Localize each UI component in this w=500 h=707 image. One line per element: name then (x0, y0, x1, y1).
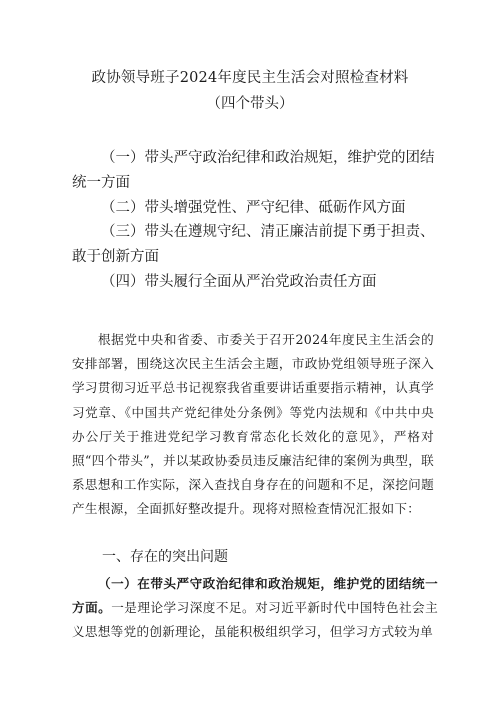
section-heading-1: 一、存在的突出问题 (102, 549, 228, 565)
outline-item-3: （三）带头在遵规守纪、清正廉洁前提下勇于担责、敢于创新方面 (72, 224, 435, 266)
outline-item-4: （四）带头履行全面从严治党政治责任方面 (101, 273, 377, 290)
intro-paragraph: 根据党中央和省委、市委关于召开2024年度民主生活会的安排部署，围绕这次民主生活会主题，市政协党组领导班子深入学习贯彻习近平总书记视察我省重要讲话重要指示精神，认真学习党章、《中国共产党纪律处分条例》等党内法规和《中共中央办公厅关于推进党纪学习教育常态化长效化的意见》，严格对照“四个带头”，并以某政协委员违反廉洁纪律的案例为典型，联系思想和工作实际，深入查找自身存在的问题和不足，深挖问题产生根源，全面抓好整改提升。现将对照检查情况汇报如下： (72, 332, 434, 517)
document-subtitle: （四个带头） (206, 96, 294, 112)
subsection-1-title: （一）在带头严守政治纪律和政治规矩，维护党的团结统一方面。 (72, 576, 438, 616)
intro-paragraph-block (72, 328, 434, 522)
outline-item-1: （一）带头严守政治纪律和政治规矩，维护党的团结统一方面 (72, 150, 435, 191)
document-title: 政协领导班子2024年度民主生活会对照检查材料 (91, 70, 409, 86)
outline-item-2: （二）带头增强党性、严守纪律、砥砺作风方面 (101, 199, 406, 216)
subsection-1-paragraph (72, 572, 438, 645)
subsection-1 (72, 572, 438, 645)
outline-list (72, 146, 442, 295)
subsection-1-text: 一是理论学习深度不足。对习近平新时代中国特色社会主义思想等党的创新理论，虽能积极组织学习，但学习方式较为单 (72, 600, 438, 640)
